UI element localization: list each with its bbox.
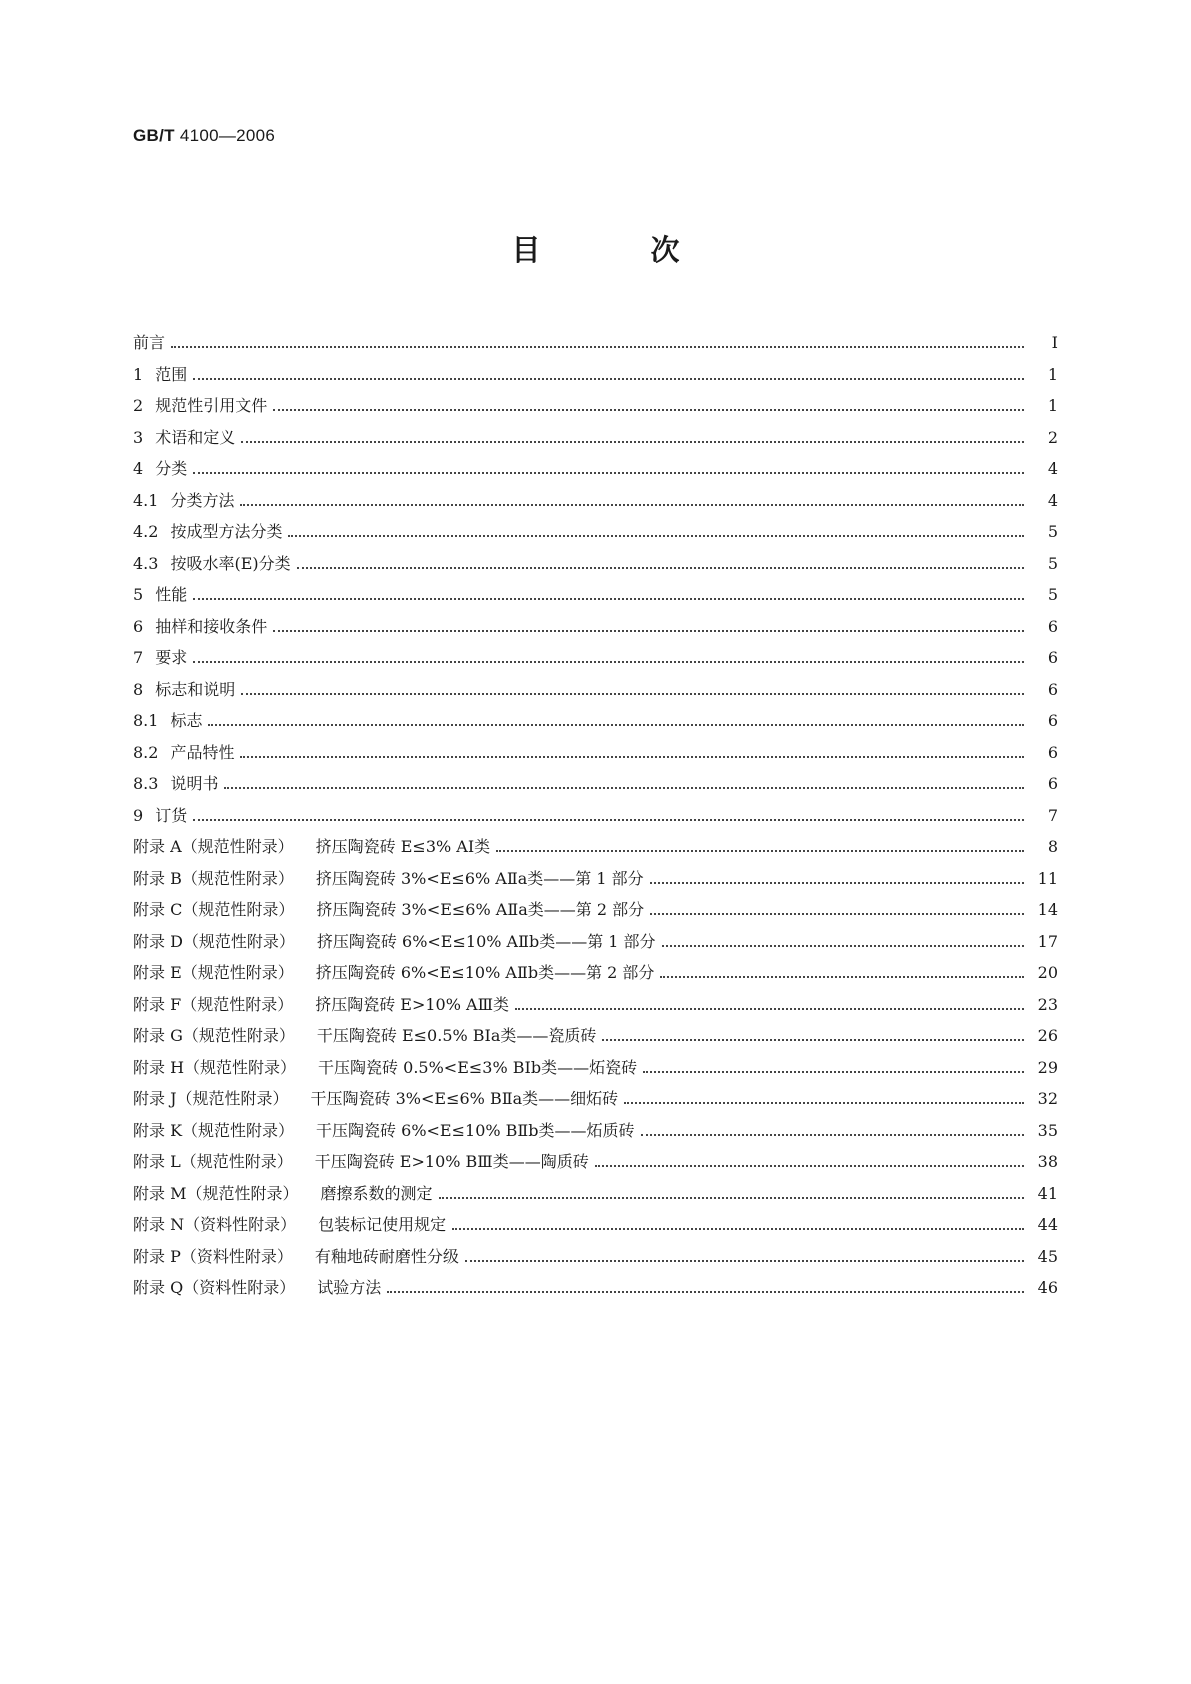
toc-entry-label — [133, 390, 273, 422]
toc-entry[interactable] — [133, 674, 1058, 706]
toc-entry-text: 分类 — [155, 459, 188, 478]
toc-entry-number: 附录 B（规范性附录） — [133, 868, 294, 888]
toc-entry-label — [133, 1020, 602, 1052]
toc-entry-number: 9 — [133, 805, 144, 825]
toc-entry-text: 要求 — [155, 648, 188, 667]
toc-entry-label — [133, 359, 193, 391]
toc-entry-text: 挤压陶瓷砖 E>10% AⅢ类 — [315, 994, 510, 1014]
toc-leader-dots — [288, 535, 1024, 537]
toc-page-number: 1 — [1047, 396, 1058, 415]
toc-entry-number: 附录 J（规范性附录） — [133, 1089, 289, 1108]
toc-page-number: 17 — [1037, 931, 1058, 951]
toc-entry-text: 规范性引用文件 — [155, 396, 268, 415]
toc-entry-text: 抽样和接收条件 — [155, 616, 268, 636]
toc-entry-text: 性能 — [155, 585, 188, 604]
toc-page-number: 20 — [1037, 963, 1058, 982]
toc-entry-text: 标志和说明 — [155, 679, 236, 699]
toc-page-number: 44 — [1037, 1215, 1058, 1234]
toc-entry-number: 附录 E（规范性附录） — [133, 963, 294, 982]
toc-entry-number: 8 — [133, 679, 144, 699]
toc-page-number: 8 — [1047, 837, 1058, 856]
toc-leader-dots — [240, 504, 1024, 506]
toc-entry-label — [133, 611, 273, 643]
toc-entry-text: 说明书 — [170, 774, 219, 793]
toc-entry-label — [133, 768, 224, 800]
toc-entry[interactable] — [133, 1209, 1058, 1241]
toc-entry[interactable] — [133, 611, 1058, 643]
toc-entry[interactable] — [133, 579, 1058, 611]
toc-page-number: 29 — [1037, 1057, 1058, 1077]
standard-number: 4100—2006 — [179, 126, 276, 145]
toc-entry-label — [133, 579, 193, 611]
toc-entry-label — [133, 957, 660, 989]
toc-entry-text: 订货 — [155, 805, 188, 825]
toc-entry-label — [133, 1272, 387, 1304]
toc-entry-label — [133, 1115, 641, 1147]
toc-page-number: 26 — [1037, 1026, 1058, 1045]
toc-entry-label — [133, 1178, 439, 1210]
toc-entry-number: 3 — [133, 427, 144, 447]
toc-entry-label — [133, 831, 496, 863]
toc-leader-dots — [297, 567, 1024, 569]
toc-entry-number: 6 — [133, 616, 144, 636]
toc-entry-label — [133, 737, 240, 769]
toc-entry-number: 附录 A（规范性附录） — [133, 837, 294, 856]
toc-leader-dots — [193, 378, 1024, 380]
toc-entry-text: 分类方法 — [170, 490, 235, 510]
toc-leader-dots — [650, 913, 1024, 915]
toc-leader-dots — [643, 1071, 1024, 1073]
toc-entry[interactable] — [133, 894, 1058, 926]
toc-entry[interactable] — [133, 1020, 1058, 1052]
toc-entry-text: 挤压陶瓷砖 6%<E≤10% AⅡb类——第 2 部分 — [315, 963, 655, 982]
table-of-contents — [133, 327, 1058, 1304]
toc-leader-dots — [452, 1228, 1024, 1230]
toc-page-number: 2 — [1047, 427, 1058, 447]
toc-entry-number: 8.1 — [133, 711, 159, 730]
toc-entry-text: 干压陶瓷砖 E>10% BⅢ类——陶质砖 — [314, 1152, 589, 1171]
toc-entry-text: 包装标记使用规定 — [318, 1215, 447, 1234]
toc-entry[interactable] — [133, 705, 1058, 737]
toc-entry-number: 附录 C（规范性附录） — [133, 900, 295, 919]
toc-entry[interactable] — [133, 831, 1058, 863]
toc-entry[interactable] — [133, 359, 1058, 391]
toc-entry-number: 4 — [133, 459, 144, 478]
toc-entry-text: 试验方法 — [317, 1278, 382, 1297]
toc-entry-text: 术语和定义 — [155, 427, 236, 447]
toc-entry-number: 4.2 — [133, 522, 159, 541]
toc-entry-number: 2 — [133, 396, 144, 415]
toc-entry-label — [133, 863, 650, 895]
toc-entry-number: 附录 K（规范性附录） — [133, 1120, 295, 1140]
toc-leader-dots — [193, 472, 1024, 474]
toc-entry[interactable] — [133, 957, 1058, 989]
toc-entry[interactable] — [133, 800, 1058, 832]
toc-page-number: 6 — [1047, 711, 1058, 730]
toc-leader-dots — [273, 630, 1024, 632]
toc-entry-text: 有釉地砖耐磨性分级 — [314, 1246, 459, 1266]
toc-entry[interactable] — [133, 737, 1058, 769]
toc-entry[interactable] — [133, 1052, 1058, 1084]
toc-leader-dots — [515, 1008, 1024, 1010]
toc-page-number: 7 — [1047, 805, 1058, 825]
toc-entry-text: 按吸水率(E)分类 — [170, 553, 291, 573]
toc-entry-text: 前言 — [133, 333, 166, 352]
toc-page-number: 1 — [1047, 364, 1058, 384]
toc-page-number: 46 — [1037, 1278, 1058, 1297]
toc-entry-number: 附录 Q（资料性附录） — [133, 1278, 296, 1297]
toc-leader-dots — [193, 661, 1024, 663]
toc-entry-text: 挤压陶瓷砖 E≤3% AⅠ类 — [315, 837, 491, 856]
standard-prefix: GB/T — [133, 126, 175, 145]
toc-entry-text: 按成型方法分类 — [170, 522, 283, 541]
toc-leader-dots — [208, 724, 1024, 726]
toc-page-number: 5 — [1047, 553, 1058, 573]
toc-page-number: 23 — [1037, 994, 1058, 1014]
toc-leader-dots — [650, 882, 1024, 884]
toc-leader-dots — [193, 598, 1024, 600]
toc-leader-dots — [595, 1165, 1024, 1167]
toc-entry-label — [133, 453, 193, 485]
toc-entry-number: 附录 L（规范性附录） — [133, 1152, 293, 1171]
toc-entry[interactable] — [133, 1178, 1058, 1210]
toc-entry-text: 挤压陶瓷砖 6%<E≤10% AⅡb类——第 1 部分 — [316, 931, 656, 951]
toc-page-number: 6 — [1047, 742, 1058, 762]
toc-leader-dots — [496, 850, 1024, 852]
toc-leader-dots — [193, 819, 1024, 821]
page-title: 目 次 — [511, 233, 730, 267]
toc-entry-number: 8.2 — [133, 742, 159, 762]
toc-page-number: 41 — [1037, 1183, 1058, 1203]
toc-entry-number: 附录 G（规范性附录） — [133, 1026, 295, 1045]
toc-entry-number: 8.3 — [133, 774, 159, 793]
toc-entry-number: 附录 N（资料性附录） — [133, 1215, 297, 1234]
toc-page-number: 4 — [1047, 459, 1058, 478]
toc-entry-label — [133, 516, 288, 548]
toc-leader-dots — [224, 787, 1024, 789]
toc-entry-label — [133, 1052, 643, 1084]
toc-entry-label — [133, 705, 208, 737]
toc-leader-dots — [602, 1039, 1024, 1041]
toc-entry-label — [133, 1241, 465, 1273]
toc-page-number: 14 — [1037, 900, 1058, 919]
toc-entry-label — [133, 894, 650, 926]
toc-entry-number: 附录 M（规范性附录） — [133, 1183, 299, 1203]
toc-page-number: 6 — [1047, 616, 1058, 636]
toc-entry-text: 干压陶瓷砖 6%<E≤10% BⅡb类——炻质砖 — [316, 1120, 635, 1140]
toc-page-number: 6 — [1047, 648, 1058, 667]
toc-page-number: 38 — [1037, 1152, 1058, 1171]
toc-leader-dots — [387, 1291, 1024, 1293]
toc-entry[interactable] — [133, 1115, 1058, 1147]
toc-entry-text: 标志 — [170, 711, 203, 730]
toc-entry-label — [133, 327, 171, 359]
toc-entry-label — [133, 1209, 452, 1241]
toc-page-number: 11 — [1037, 868, 1058, 888]
toc-page-number: 32 — [1037, 1089, 1058, 1108]
toc-entry-number: 4.3 — [133, 553, 159, 573]
toc-entry-number: 7 — [133, 648, 144, 667]
toc-page-number: 5 — [1047, 585, 1058, 604]
toc-entry[interactable] — [133, 1241, 1058, 1273]
toc-leader-dots — [465, 1260, 1024, 1262]
toc-entry-label — [133, 548, 297, 580]
toc-entry[interactable] — [133, 926, 1058, 958]
toc-leader-dots — [641, 1134, 1024, 1136]
toc-page-number: 5 — [1047, 522, 1058, 541]
toc-page-number: 6 — [1047, 679, 1058, 699]
toc-entry-text: 干压陶瓷砖 0.5%<E≤3% BⅠb类——炻瓷砖 — [318, 1057, 638, 1077]
toc-leader-dots — [660, 976, 1024, 978]
toc-entry-text: 磨擦系数的测定 — [320, 1183, 433, 1203]
toc-page-number: 6 — [1047, 774, 1058, 793]
toc-entry-label — [133, 800, 193, 832]
toc-leader-dots — [171, 346, 1024, 348]
toc-entry[interactable] — [133, 768, 1058, 800]
toc-entry[interactable] — [133, 1272, 1058, 1304]
toc-leader-dots — [273, 409, 1024, 411]
toc-leader-dots — [241, 441, 1024, 443]
toc-entry-label — [133, 926, 662, 958]
standard-code — [133, 126, 275, 146]
toc-entry-number: 附录 P（资料性附录） — [133, 1246, 293, 1266]
toc-leader-dots — [439, 1197, 1025, 1199]
toc-entry-text: 挤压陶瓷砖 3%<E≤6% AⅡa类——第 2 部分 — [316, 900, 645, 919]
toc-entry-number: 1 — [133, 364, 144, 384]
toc-entry[interactable] — [133, 422, 1058, 454]
toc-entry-text: 产品特性 — [170, 742, 235, 762]
toc-entry[interactable] — [133, 453, 1058, 485]
toc-page-number: 4 — [1047, 490, 1058, 510]
toc-entry[interactable] — [133, 485, 1058, 517]
toc-entry-label — [133, 674, 241, 706]
toc-entry[interactable] — [133, 1083, 1058, 1115]
toc-entry-label — [133, 1146, 595, 1178]
toc-entry-label — [133, 642, 193, 674]
toc-leader-dots — [662, 945, 1024, 947]
toc-page-number: Ⅰ — [1051, 333, 1058, 352]
toc-entry[interactable] — [133, 516, 1058, 548]
toc-entry-number: 4.1 — [133, 490, 159, 510]
toc-entry-number: 附录 F（规范性附录） — [133, 994, 294, 1014]
toc-leader-dots — [240, 756, 1024, 758]
toc-entry[interactable] — [133, 548, 1058, 580]
toc-entry-label — [133, 989, 515, 1021]
toc-page-number: 45 — [1037, 1246, 1058, 1266]
toc-entry-text: 干压陶瓷砖 3%<E≤6% BⅡa类——细炻砖 — [310, 1089, 619, 1108]
toc-entry[interactable] — [133, 1146, 1058, 1178]
toc-entry-text: 挤压陶瓷砖 3%<E≤6% AⅡa类——第 1 部分 — [315, 868, 644, 888]
toc-leader-dots — [241, 693, 1024, 695]
toc-entry-text: 范围 — [155, 364, 188, 384]
toc-entry-text: 干压陶瓷砖 E≤0.5% BⅠa类——瓷质砖 — [316, 1026, 597, 1045]
toc-entry-label — [133, 1083, 624, 1115]
toc-entry[interactable] — [133, 390, 1058, 422]
toc-entry[interactable] — [133, 863, 1058, 895]
toc-entry[interactable] — [133, 327, 1058, 359]
toc-entry-number: 附录 H（规范性附录） — [133, 1057, 297, 1077]
toc-entry-number: 5 — [133, 585, 144, 604]
toc-entry-number: 附录 D（规范性附录） — [133, 931, 295, 951]
toc-entry[interactable] — [133, 989, 1058, 1021]
toc-entry[interactable] — [133, 642, 1058, 674]
toc-leader-dots — [624, 1102, 1024, 1104]
toc-entry-label — [133, 422, 241, 454]
toc-page-number: 35 — [1037, 1120, 1058, 1140]
toc-entry-label — [133, 485, 240, 517]
